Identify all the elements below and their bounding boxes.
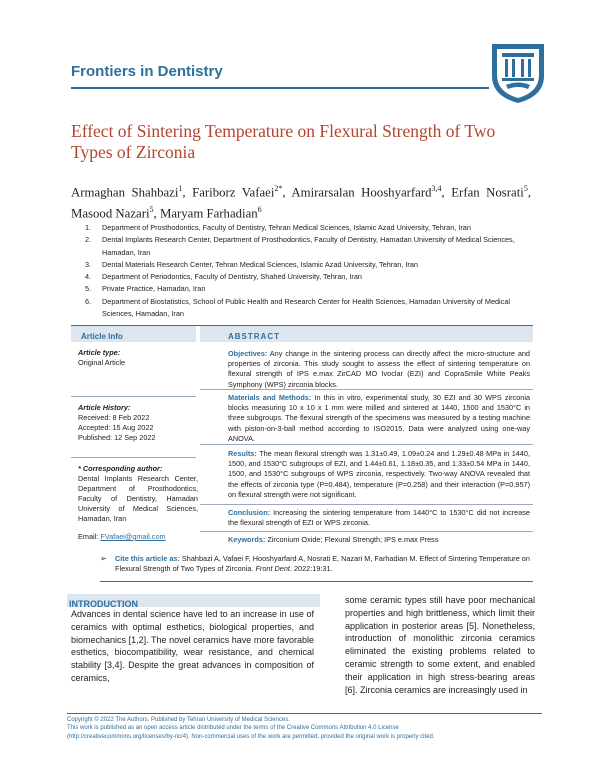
abstract-divider (200, 531, 533, 532)
citation-journal: Front Dent. (255, 564, 292, 574)
abstract-divider (200, 444, 533, 445)
abstract-results: Results: The mean flexural strength was 1.31±0.49, 1.09±0.24 and 1.29±0.48 MPa in 1440, 1500, and 1530°C subgroups of EZI, and 1.44±0.61, 1.18±0.35, and 1.33±0.54 MPa in 1440, 1500, and 1530°C subgroups of WPS zirconia, respectively. Two-way ANOVA revealed that the effects of zirconia type (P=0.484), temperature (P=0.258) and their interaction (P=0.957) on flexural strength were not significant. (228, 449, 530, 499)
author-name: Fariborz Vafaei (192, 185, 275, 200)
abstract-header: ABSTRACT (200, 326, 533, 342)
copyright-footer (67, 716, 547, 741)
author-affil: 2* (274, 184, 283, 193)
email-label: Email: (78, 532, 99, 541)
sidebar-divider (71, 457, 196, 458)
article-history (78, 403, 198, 443)
citation (115, 554, 535, 575)
cite-arrow-icon: ➢ (100, 554, 107, 563)
affiliation-item: 2. Dental Implants Research Center, Department of Prosthodontics, Faculty of Dentistry, Hamadan University of Medical Sciences, Hamadan, Iran (85, 235, 515, 257)
citation-divider (100, 581, 533, 582)
article-title: Effect of Sintering Temperature on Flexural Strength of Two Types of Zirconia (71, 121, 496, 162)
abstract-methods: Materials and Methods: In this in vitro, experimental study, 30 EZI and 30 WPS zirconia blocks measuring 10 x 10 x 1 mm were milled and sintered at 1440, 1500 and 1530°C in three subgroups. The flexural strength of the specimens was measured by a testing machine with piston-on-3-ball method according to ISO2015. Data were analyzed using one-way ANOVA. (228, 393, 530, 443)
email-line (78, 532, 198, 542)
published-date: Published: 12 Sep 2022 (78, 433, 156, 442)
author-list: Armaghan Shahbazi$^1$, Fariborz Vafaei$^{2*}$, Amirarsalan Hooshyarfard$^{3,4}$, Erfan Nosrati$^5$, Masood Nazari$^5$, Maryam Farhadian$^6$ (71, 184, 532, 221)
abstract-divider (200, 504, 533, 505)
accepted-date: Accepted: 15 Aug 2022 (78, 423, 154, 432)
affiliation-item: 6. Department of Biostatistics, School of Public Health and Research Center for Health Sciences, Hamadan University of Medical Sciences, Hamadan, Iran (85, 296, 511, 319)
footer-license-url[interactable]: (http://creativecommons.org/licenses/by-nc/4). Non-commercial uses of the work are permitted, provided the original work is properly cited. (67, 733, 435, 740)
received-date: Received: 8 Feb 2022 (78, 413, 150, 422)
abstract-conclusion: Conclusion: Increasing the sintering temperature from 1440°C to 1530°C did not increase the flexural strength of EZI or WPS zirconia. (228, 508, 530, 528)
affiliation-item: 4. Department of Periodontics, Faculty of Dentistry, Shahed University, Tehran, Iran (85, 272, 362, 282)
author-name: Erfan Nosrati (451, 185, 524, 200)
article-type (78, 348, 198, 368)
author-affil: 3,4 (431, 184, 442, 193)
author-affil: 1 (178, 184, 183, 193)
author-name: Maryam Farhadian (159, 206, 258, 221)
corresponding-address: Dental Implants Research Center, Department of Prosthodontics, Faculty of Dentistry, Hamadan University of Medical Sciences, Hamadan, Iran (78, 474, 198, 523)
author-affil: 5 (149, 205, 154, 215)
footer-divider (67, 713, 542, 714)
author-name: Armaghan Shahbazi (71, 185, 179, 200)
sidebar-divider (71, 396, 196, 397)
abstract-objectives: Objectives: Any change in the sintering process can directly affect the micro-structure and properties of zirconia. This study sought to assess the effect of sintering temperature on flexural strength of IPS e.max ZirCAD MO Ivoclar (EZI) and CopraSmile White Peaks Symphony (WPS) zirconia blocks. (228, 349, 530, 389)
citation-ref: 2022:19:31. (294, 564, 333, 574)
affiliation-item: 5. Private Practice, Hamadan, Iran (85, 284, 206, 294)
journal-title: Frontiers in Dentistry (71, 63, 223, 80)
intro-left-column: Advances in dental science have led to an increase in use of ceramics with optimal esthetics, biological properties, and biomechanics [1,2]. The novel ceramics have more favorable esthetics, biocompatibility, wear resistance, and chemical stability [3,4]. Despite the great advances in composition of ceramics, (71, 609, 314, 683)
citation-text: Shahbazi A, Vafaei F, Hooshyarfard A, Nosrati E, Nazari M, Farhadian M. Effect of Sintering Temperature on Flexural Strength of Two Types of Zirconia. (115, 554, 530, 574)
article-type-label: Article type: (78, 348, 121, 357)
article-info-header: Article Info (71, 326, 196, 342)
footer-license: This work is published as an open access article distributed under the terms of the Creative Commons Attribution 4.0 License (67, 725, 399, 732)
author-name: Masood Nazari (71, 206, 150, 221)
corresponding-label: * Corresponding author: (78, 464, 163, 473)
citation-label: Cite this article as: (115, 554, 180, 563)
affiliation-item: 3. Dental Materials Research Center, Tehran Medical Sciences, Islamic Azad University, Tehran, Iran (85, 259, 418, 269)
journal-logo-icon (488, 40, 548, 106)
affiliation-list (85, 222, 535, 320)
article-type-value: Original Article (78, 358, 126, 367)
footer-copyright: Copyright © 2022 The Authors. Published by Tehran University of Medical Sciences. (67, 717, 290, 723)
abstract-keywords: Keywords: Zirconium Oxide; Flexural Strength; IPS e.max Press (228, 535, 439, 544)
header-divider (71, 87, 489, 89)
intro-right-column: some ceramic types still have poor mechanical properties and high brittleness, which limit their application in posterior areas [5]. Nonetheless, introduction of monolithic zirconia ceramics eliminated the existing problems related to ceramic strength to some extent, and enabled their application in high stress-bearing areas [6]. Zirconia ceramics are increasingly used in (345, 595, 535, 695)
affiliation-item: 1. Department of Prosthodontics, Faculty of Dentistry, Tehran Medical Sciences, Islamic Azad University, Tehran, Iran (85, 223, 471, 232)
corresponding-author (78, 464, 198, 542)
author-affil: 5 (523, 184, 528, 193)
abstract-divider (200, 389, 533, 390)
author-name: Amirarsalan Hooshyarfard (291, 185, 432, 200)
author-affil: 6 (257, 205, 262, 215)
email-link[interactable]: FVafaei@gmail.com (100, 532, 166, 541)
introduction-heading: INTRODUCTION (67, 594, 320, 607)
history-label: Article History: (78, 403, 131, 412)
